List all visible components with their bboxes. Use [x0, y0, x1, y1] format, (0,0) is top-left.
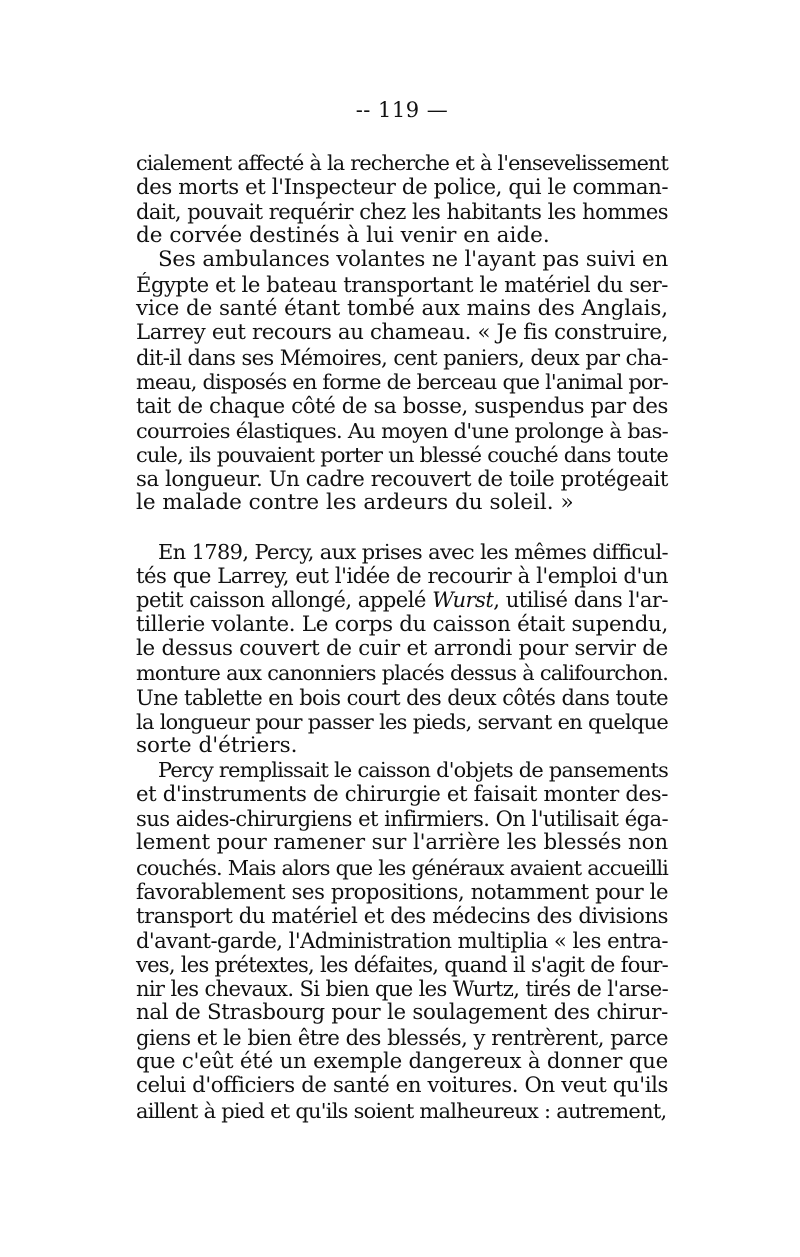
text-line: tés que Larrey, eut l'idée de recourir à l'emploi d'un	[136, 563, 668, 589]
text-line: le dessus couvert de cuir et arrondi pour servir de	[136, 635, 668, 661]
text-line: sus aides-chirurgiens et infirmiers. On l'utilisait éga-	[136, 806, 668, 832]
text-line: ves, les prétextes, les défaites, quand il s'agit de four-	[136, 951, 668, 977]
text-line: que c'eût été un exemple dangereux à donner que	[136, 1048, 668, 1074]
text-line: nir les chevaux. Si bien que les Wurtz, tirés de l'arse-	[136, 976, 668, 1002]
text-line: vice de santé étant tombé aux mains des Anglais,	[136, 296, 668, 322]
text-line: cule, ils pouvaient porter un blessé couché dans toute	[136, 442, 668, 467]
text-line: tillerie volante. Le corps du caisson était supendu,	[136, 611, 668, 637]
text-line: courroies élastiques. Au moyen d'une prolonge à bas-	[136, 418, 668, 443]
text-line: le malade contre les ardeurs du soleil. »	[136, 490, 574, 516]
text-line: et d'instruments de chirurgie et faisait monter des-	[136, 781, 668, 807]
paragraph	[136, 758, 668, 1122]
text-line: petit caisson allongé, appelé Wurst, utilisé dans l'ar-	[136, 587, 669, 613]
text-line: couchés. Mais alors que les généraux avaient accueilli	[136, 855, 668, 880]
text-line: nal de Strasbourg pour le soulagement des chirur-	[136, 1000, 668, 1026]
text-line: cialement affecté à la recherche et à l'ensevelissement	[136, 151, 668, 176]
paragraph	[136, 248, 668, 515]
text-line: de corvée destinés à lui venir en aide.	[136, 223, 550, 249]
text-line: dait, pouvait requérir chez les habitants les hommes	[136, 198, 668, 224]
text-line: lement pour ramener sur l'arrière les blessés non	[136, 830, 668, 856]
text-line: Percy remplissait le caisson d'objets de pansements	[158, 758, 668, 783]
page-body-text	[136, 151, 668, 1123]
text-line: Égypte et le bateau transportant le matériel du ser-	[136, 271, 668, 297]
text-line: d'avant-garde, l'Administration multiplia « les entra-	[136, 927, 668, 953]
text-line: des morts et l'Inspecteur de police, qui le comman-	[136, 174, 669, 200]
text-line: celui d'officiers de santé en voitures. On veut qu'ils	[136, 1073, 668, 1099]
text-line: sa longueur. Un cadre recouvert de toile protégeait	[136, 466, 668, 492]
page-number: -- 119 —	[355, 98, 449, 122]
text-line: meau, disposés en forme de berceau que l'animal por-	[136, 369, 668, 394]
text-line: dit-il dans ses Mémoires, cent paniers, deux par cha-	[136, 344, 668, 370]
text-line: monture aux canonniers placés dessus à califourchon.	[136, 661, 668, 686]
text-line: sorte d'étriers.	[136, 733, 298, 759]
text-line: giens et le bien être des blessés, y rentrèrent, parce	[136, 1024, 668, 1050]
text-line: favorablement ses propositions, notamment pour le	[136, 878, 668, 904]
paragraph-gap	[136, 516, 668, 540]
text-line: la longueur pour passer les pieds, servant en quelque	[136, 709, 668, 734]
text-line: Une tablette en bois court des deux côtés dans toute	[136, 684, 668, 710]
text-line: aillent à pied et qu'ils soient malheureux : autrement,	[136, 1098, 667, 1123]
book-page	[136, 98, 668, 1123]
text-line: transport du matériel et des médecins des divisions	[136, 903, 668, 929]
paragraph	[136, 151, 668, 248]
paragraph	[136, 540, 668, 759]
text-line: En 1789, Percy, aux prises avec les mêmes difficul-	[158, 539, 668, 564]
text-line: Ses ambulances volantes ne l'ayant pas suivi en	[158, 247, 668, 273]
text-line: Larrey eut recours au chameau. « Je fis construire,	[136, 320, 668, 346]
text-line: tait de chaque côté de sa bosse, suspendus par des	[136, 393, 668, 419]
